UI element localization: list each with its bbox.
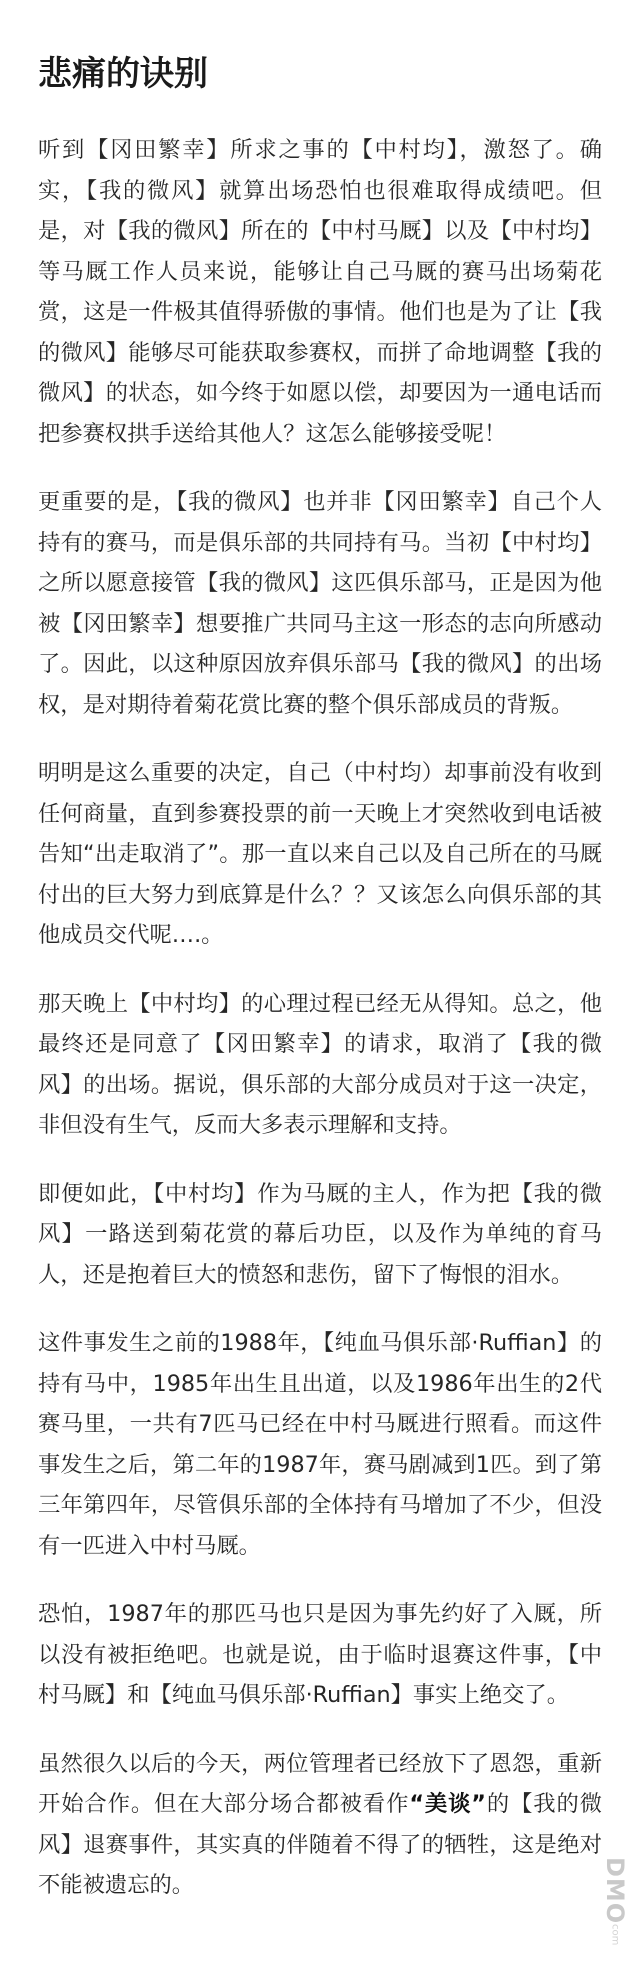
paragraph-2: 更重要的是，【我的微风】也并非【冈田繁幸】自己个人持有的赛马，而是俱乐部的共同持有马。当初【中村均】之所以愿意接管【我的微风】这匹俱乐部马，正是因为他被【冈田繁幸】想要推广共同马主这一形态的志向所感动了。因此，以这种原因放弃俱乐部马【我的微风】的出场权，是对期待着菊花赏比赛的整个俱乐部成员的背叛。 xyxy=(38,489,602,718)
site-watermark xyxy=(600,1857,630,1957)
paragraph-8-start: 虽然很久以后的今天，两位管理者已经放下了恩怨，重新开始合作。但在大部分场合都被看作 xyxy=(38,1750,602,1817)
paragraph-4: 那天晚上【中村均】的心理过程已经无从得知。总之，他最终还是同意了【冈田繁幸】的请求，取消了【我的微风】的出场。据说，俱乐部的大部分成员对于这一决定，非但没有生气，反而大多表示理解和支持。 xyxy=(38,990,602,1138)
article xyxy=(38,52,602,1934)
paragraph-1: 听到【冈田繁幸】所求之事的【中村均】，激怒了。确实，【我的微风】就算出场恐怕也很难取得成绩吧。但是，对【我的微风】所在的【中村马厩】以及【中村均】等马厩工作人员来说，能够让自己马厩的赛马出场菊花赏，这是一件极其值得骄傲的事情。他们也是为了让【我的微风】能够尽可能获取参赛权，而拼了命地调整【我的微风】的状态，如今终于如愿以偿，却要因为一通电话而把参赛权拱手送给其他人？这怎么能够接受呢！ xyxy=(38,137,602,447)
watermark-logo: DMO xyxy=(601,1857,629,1925)
paragraph-5: 即便如此，【中村均】作为马厩的主人，作为把【我的微风】一路送到菊花赏的幕后功臣，以及作为单纯的育马人，还是抱着巨大的愤怒和悲伤，留下了悔恨的泪水。 xyxy=(38,1180,602,1288)
paragraph-6: 这件事发生之前的1988年，【纯血马俱乐部·Ruffian】的持有马中，1985年出生且出道，以及1986年出生的2代赛马里，一共有7匹马已经在中村马厩进行照看。而这件事发生之后，第二年的1987年，赛马剧减到1匹。到了第三年第四年，尽管俱乐部的全体持有马增加了不少，但没有一匹进入中村马厩。 xyxy=(38,1330,602,1559)
paragraph-7: 恐怕，1987年的那匹马也只是因为事先约好了入厩，所以没有被拒绝吧。也就是说，由于临时退赛这件事，【中村马厩】和【纯血马俱乐部·Ruffian】事实上绝交了。 xyxy=(38,1601,602,1708)
paragraph-8-end: 的【我的微风】退赛事件，其实真的伴随着不得了的牺牲，这是绝对不能被遗忘的。 xyxy=(38,1791,602,1898)
watermark-domain: com xyxy=(609,1924,621,1946)
paragraph-3: 明明是这么重要的决定，自己（中村均）却事前没有收到任何商量，直到参赛投票的前一天晚上才突然收到电话被告知“出走取消了”。那一直以来自己以及自己所在的马厩付出的巨大努力到底算是什么？？又该怎么向俱乐部的其他成员交代呢….。 xyxy=(38,760,602,948)
article-title: 悲痛的诀别 xyxy=(38,54,208,94)
paragraph-8 xyxy=(38,1744,602,1906)
emphasis-text: “美谈” xyxy=(409,1791,486,1817)
